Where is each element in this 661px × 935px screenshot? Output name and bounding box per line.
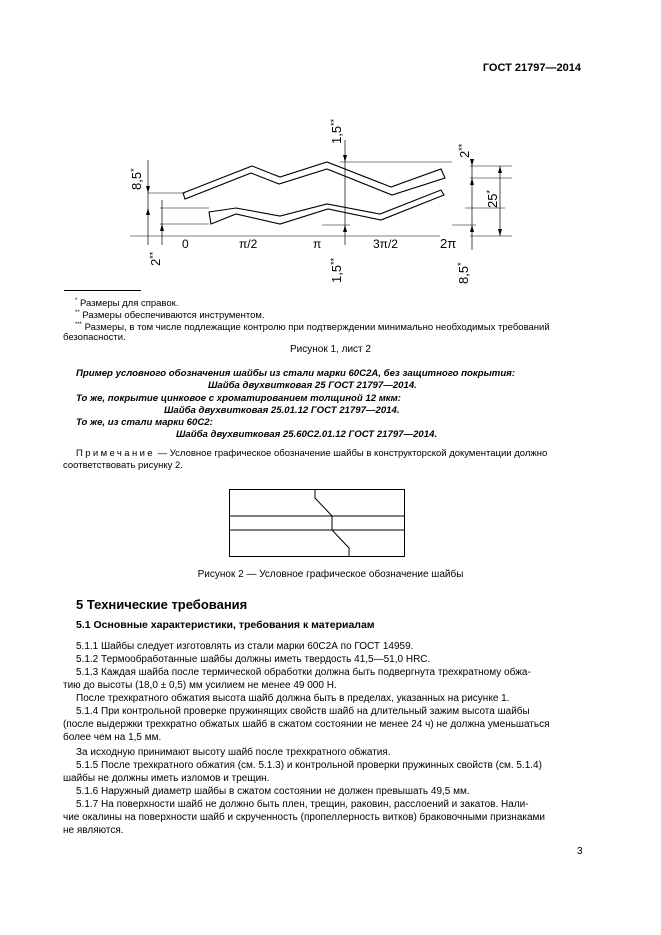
- section-subtitle: 5.1 Основные характеристики, требования к материалам: [76, 619, 375, 631]
- lower-coil: [209, 190, 444, 224]
- footnote-1: * Размеры для справок.: [75, 298, 179, 310]
- example-variant-3: То же, из стали марки 60С2:: [76, 417, 213, 428]
- para-5-1-3: 5.1.3 Каждая шайба после термической обработки должна быть подвергнута трехкратному обжа-: [76, 667, 531, 678]
- dim-bottom-right: 8,5*: [456, 262, 471, 284]
- example-intro: Пример условного обозначения шайбы из стали марки 60С2А, без защитного покрытия:: [76, 368, 516, 379]
- para-5-1-4: 5.1.4 При контрольной проверке пружинящих свойств шайб на длительный зажим высота шайбы: [76, 706, 530, 717]
- footnote-3: *** Размеры, в том числе подлежащие контролю при подтверждении минимально необходимых требований: [75, 322, 550, 334]
- figure-2-caption: Рисунок 2 — Условное графическое обозначение шайбы: [197, 569, 464, 580]
- example-designation-1: Шайба двухвитковая 25 ГОСТ 21797—2014.: [208, 380, 417, 391]
- footnote-2: ** Размеры обеспечиваются инструментом.: [75, 310, 265, 322]
- para-5-1-7-cont-2: не являются.: [63, 825, 124, 836]
- para-5-1-6: 5.1.6 Наружный диаметр шайбы в сжатом состоянии не должен превышать 49,5 мм.: [76, 786, 470, 797]
- para-5-1-5-cont: шайбы не должны иметь изломов и трещин.: [63, 773, 270, 784]
- note-line-2: соответствовать рисунку 2.: [63, 460, 183, 471]
- axis-3pi-half: 3π/2: [373, 237, 398, 251]
- figure-1-caption: Рисунок 1, лист 2: [290, 344, 371, 355]
- para-5-1-4-cont-2: более чем на 1,5 мм.: [63, 732, 162, 743]
- axis-pi: π: [313, 237, 322, 251]
- figure-1-drawing: [0, 0, 661, 300]
- para-5-1-7-cont-1: чие окалины на поверхности шайб и скрученность (пропеллерность витков) браковочными признаками: [63, 812, 546, 823]
- para-5-1-1: 5.1.1 Шайбы следует изготовлять из стали марки 60С2А по ГОСТ 14959.: [76, 641, 414, 652]
- para-5-1-5: 5.1.5 После трехкратного обжатия (см. 5.1.3) и контрольной проверки пружинных свойств (см. 5.1.4): [76, 760, 542, 771]
- axis-pi-half: π/2: [239, 237, 258, 251]
- dim-right: 25*: [485, 190, 500, 208]
- para-5-1-3-cont: тию до высоты (18,0 ± 0,5) мм усилием не менее 49 000 Н.: [63, 680, 337, 691]
- section-title: 5 Технические требования: [76, 597, 248, 612]
- axis-0: 0: [182, 237, 189, 251]
- para-after-compression: После трехкратного обжатия высота шайб должна быть в пределах, указанных на рисунке 1.: [76, 693, 510, 704]
- dim-bottom-mid: 1,5**: [329, 257, 344, 283]
- para-initial-height: За исходную принимают высоту шайб после трехкратного обжатия.: [76, 747, 391, 758]
- dim-left: 8,5*: [129, 168, 144, 190]
- footnote-rule: [64, 290, 141, 291]
- footnote-3-cont: безопасности.: [63, 332, 126, 343]
- upper-coil: [183, 162, 445, 199]
- axis-2pi: 2π: [440, 236, 457, 251]
- example-designation-2: Шайба двухвитковая 25.01.12 ГОСТ 21797—2014.: [164, 405, 400, 416]
- para-5-1-7: 5.1.7 На поверхности шайб не должно быть плен, трещин, раковин, расслоений и закатов. Нали-: [76, 799, 529, 810]
- document-code: ГОСТ 21797—2014: [482, 62, 581, 74]
- page-number: 3: [577, 846, 583, 857]
- para-5-1-2: 5.1.2 Термообработанные шайбы должны иметь твердость 41,5—51,0 HRC.: [76, 654, 431, 665]
- figure-2-drawing: [229, 489, 405, 557]
- para-5-1-4-cont-1: (после выдержки трехкратно обжатых шайб в сжатом состоянии не менее 24 ч) не должна уменьшаться: [63, 719, 550, 730]
- dim-top: 1,5**: [329, 118, 344, 144]
- dim-bottom-left: 2**: [148, 251, 163, 266]
- note-line-1: Примечание — Условное графическое обозначение шайбы в конструкторской документации должно: [76, 448, 548, 459]
- example-designation-3: Шайба двухвитковая 25.60С2.01.12 ГОСТ 21797—2014.: [176, 429, 438, 440]
- dim-right-top: 2**: [457, 143, 472, 158]
- example-variant-2: То же, покрытие цинковое с хроматированием толщиной 12 мкм:: [76, 393, 401, 404]
